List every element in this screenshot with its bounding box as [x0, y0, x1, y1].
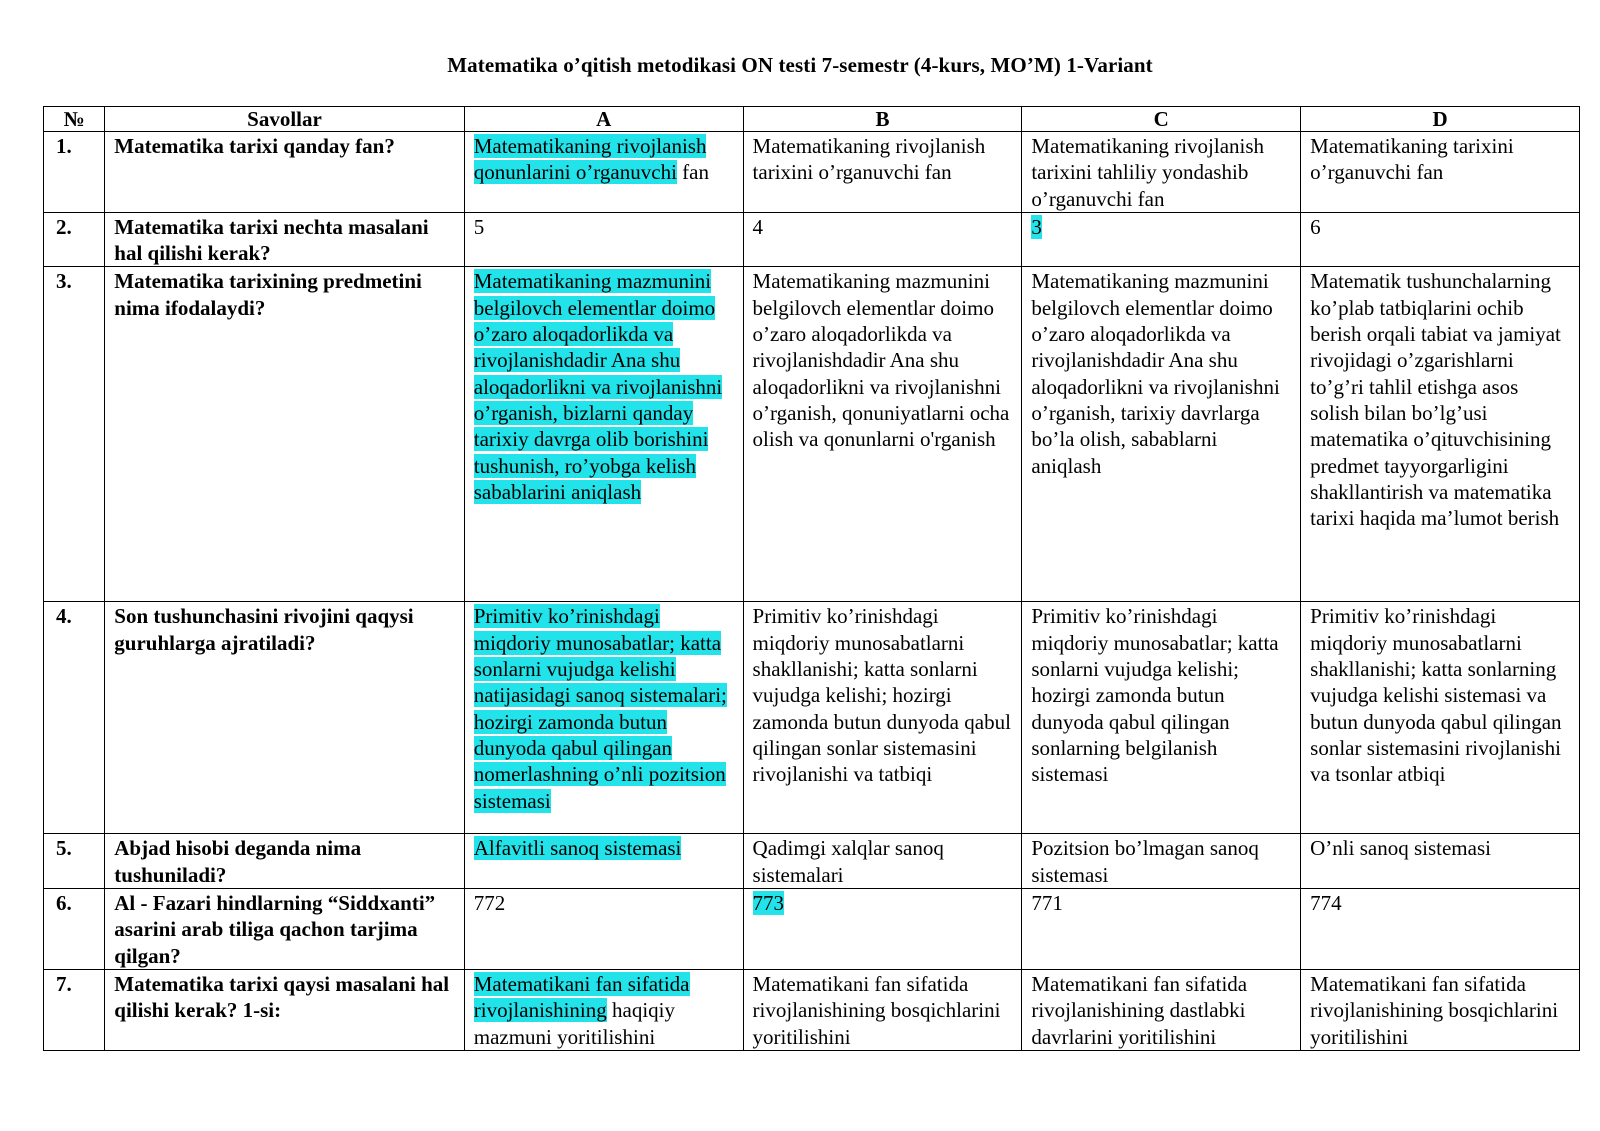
answer-option-a: [464, 602, 743, 834]
answer-text: Qadimgi xalqlar sanoq sistemalari: [752, 836, 944, 887]
question-number: 6.: [44, 889, 105, 970]
answer-option-d: [1301, 834, 1580, 889]
question-text: Al - Fazari hindlarning “Siddxanti” asarini arab tiliga qachon tarjima qilgan?: [105, 889, 464, 970]
answer-text: Primitiv ko’rinishdagi miqdoriy munosabatlar; katta sonlarni vujudga kelishi; hozirgi zamonda butun dunyoda qabul qilingan sonlarning belgilanish sistemasi: [1031, 604, 1279, 787]
answer-option-c: [1022, 602, 1301, 834]
header-questions: Savollar: [105, 107, 464, 132]
answer-option-a: [464, 212, 743, 267]
question-text: Matematika tarixi nechta masalani hal qilishi kerak?: [105, 212, 464, 267]
table-row: [44, 267, 1580, 602]
answer-option-b: [743, 834, 1022, 889]
answer-text: haqiqiy mazmuni yoritilishini: [473, 998, 675, 1049]
answer-option-d: [1301, 212, 1580, 267]
table-row: [44, 132, 1580, 213]
answer-option-a: [464, 889, 743, 970]
highlighted-answer-text: Matematikani fan sifatida rivojlanishining: [473, 971, 690, 1023]
answer-text: Matematikani fan sifatida rivojlanishining dastlabki davrlarini yoritilishini: [1031, 971, 1248, 1049]
question-text: Matematika tarixining predmetini nima ifodalaydi?: [105, 267, 464, 602]
question-number: 3.: [44, 267, 105, 602]
answer-text: O’nli sanoq sistemasi: [1310, 836, 1491, 861]
highlighted-answer-text: Matematikaning rivojlanish qonunlarini o’rganuvchi: [473, 134, 707, 185]
question-text: Son tushunchasini rivojini qaqysi guruhlarga ajratiladi?: [105, 602, 464, 834]
answer-text: Matematikaning mazmunini belgilovch elementlar doimo o’zaro aloqadorlikda va rivojlanishdadir Ana shu aloqadorlikni va rivojlanishni o’rganish, tarixiy davrlarga bo’la olish, sabablarni aniqlash: [1031, 269, 1280, 478]
answer-text: Pozitsion bo’lmagan sanoq sistemasi: [1031, 836, 1259, 887]
table-row: [44, 602, 1580, 834]
question-number: 7.: [44, 969, 105, 1050]
answer-text: 4: [752, 214, 764, 239]
highlighted-answer-text: Matematikaning mazmunini belgilovch elementlar doimo o’zaro aloqadorlikda va rivojlanishdadir Ana shu aloqadorlikni va rivojlanishni o’rganish, bizlarni qanday tarixiy davrga olib borishini tushunish, ro’yobga kelish sabablarini aniqlash: [473, 269, 723, 504]
answer-text: Primitiv ko’rinishdagi miqdoriy munosabatlarni shakllanishi; katta sonlarni vujudga kelishi; hozirgi zamonda butun dunyoda qabul qilingan sonlar sistemasini rivojlanishi va tatbiqi: [752, 604, 1011, 787]
answer-option-b: [743, 132, 1022, 213]
answer-text: 771: [1031, 891, 1063, 916]
header-option-c: C: [1022, 107, 1301, 132]
question-number: 2.: [44, 212, 105, 267]
header-row: [44, 107, 1580, 132]
answer-text: Matematik tushunchalarning ko’plab tatbiqlarini ochib berish orqali tabiat va jamiyat rivojidagi o’zgarishlarni to’g’ri tahlil etishga asos solish bilan bo’lg’usi matematika o’qituvchisining predmet tayyorgarligini shakllantirish va matematika tarixi haqida ma’lumot berish: [1310, 269, 1561, 531]
answer-option-c: [1022, 267, 1301, 602]
highlighted-answer-text: 3: [1031, 214, 1042, 239]
answer-option-b: [743, 212, 1022, 267]
test-table: [43, 106, 1580, 1051]
answer-text: Matematikaning mazmunini belgilovch elementlar doimo o’zaro aloqadorlikda va rivojlanishdadir Ana shu aloqadorlikni va rivojlanishni o’rganish, qonuniyatlarni ocha olish va qonunlarni o'rganish: [752, 269, 1010, 452]
answer-option-a: [464, 132, 743, 213]
answer-text: Matematikaning rivojlanish tarixini o’rganuvchi fan: [752, 134, 986, 185]
answer-option-d: [1301, 267, 1580, 602]
answer-option-c: [1022, 212, 1301, 267]
header-number: №: [44, 107, 105, 132]
question-number: 1.: [44, 132, 105, 213]
answer-option-a: [464, 969, 743, 1050]
table-row: [44, 834, 1580, 889]
highlighted-answer-text: 773: [752, 891, 785, 916]
answer-text: Matematikani fan sifatida rivojlanishining bosqichlarini yoritilishini: [752, 971, 1001, 1049]
table-row: [44, 889, 1580, 970]
highlighted-answer-text: Primitiv ko’rinishdagi miqdoriy munosabatlar; katta sonlarni vujudga kelishi natijasidagi sanoq sistemalari; hozirgi zamonda butun dunyoda qabul qilingan nomerlashning o’nli pozitsion sistemasi: [473, 604, 727, 813]
question-text: Abjad hisobi deganda nima tushuniladi?: [105, 834, 464, 889]
answer-option-d: [1301, 889, 1580, 970]
answer-option-b: [743, 889, 1022, 970]
question-number: 5.: [44, 834, 105, 889]
question-text: Matematika tarixi qaysi masalani hal qilishi kerak? 1-si:: [105, 969, 464, 1050]
answer-text: Primitiv ko’rinishdagi miqdoriy munosabatlarni shakllanishi; katta sonlarning vujudga kelishi sistemasi va butun dunyoda qabul qilingan sonlar sistemasini rivojlanishi va tsonlar atbiqi: [1310, 604, 1562, 787]
answer-text: 772: [473, 891, 506, 916]
answer-text: 774: [1310, 891, 1342, 916]
header-option-d: D: [1301, 107, 1580, 132]
table-row: [44, 212, 1580, 267]
answer-text: Matematikani fan sifatida rivojlanishining bosqichlarini yoritilishini: [1310, 971, 1559, 1049]
answer-text: Matematikaning rivojlanish tarixini tahliliy yondashib o’rganuvchi fan: [1031, 134, 1265, 211]
answer-option-d: [1301, 132, 1580, 213]
answer-option-b: [743, 969, 1022, 1050]
answer-text: 5: [473, 214, 485, 239]
answer-option-a: [464, 834, 743, 889]
answer-option-a: [464, 267, 743, 602]
question-number: 4.: [44, 602, 105, 834]
answer-option-b: [743, 602, 1022, 834]
answer-text: fan: [676, 160, 709, 185]
answer-option-c: [1022, 969, 1301, 1050]
answer-option-c: [1022, 834, 1301, 889]
answer-option-c: [1022, 889, 1301, 970]
answer-option-b: [743, 267, 1022, 602]
answer-option-c: [1022, 132, 1301, 213]
header-option-a: A: [464, 107, 743, 132]
question-text: Matematika tarixi qanday fan?: [105, 132, 464, 213]
answer-option-d: [1301, 969, 1580, 1050]
answer-text: 6: [1310, 214, 1321, 239]
table-row: [44, 969, 1580, 1050]
document-title: Matematika o’qitish metodikasi ON testi 7-semestr (4-kurs, MO’M) 1-Variant: [447, 53, 1153, 77]
answer-option-d: [1301, 602, 1580, 834]
header-option-b: B: [743, 107, 1022, 132]
highlighted-answer-text: Alfavitli sanoq sistemasi: [473, 836, 682, 861]
answer-text: Matematikaning tarixini o’rganuvchi fan: [1310, 134, 1514, 185]
